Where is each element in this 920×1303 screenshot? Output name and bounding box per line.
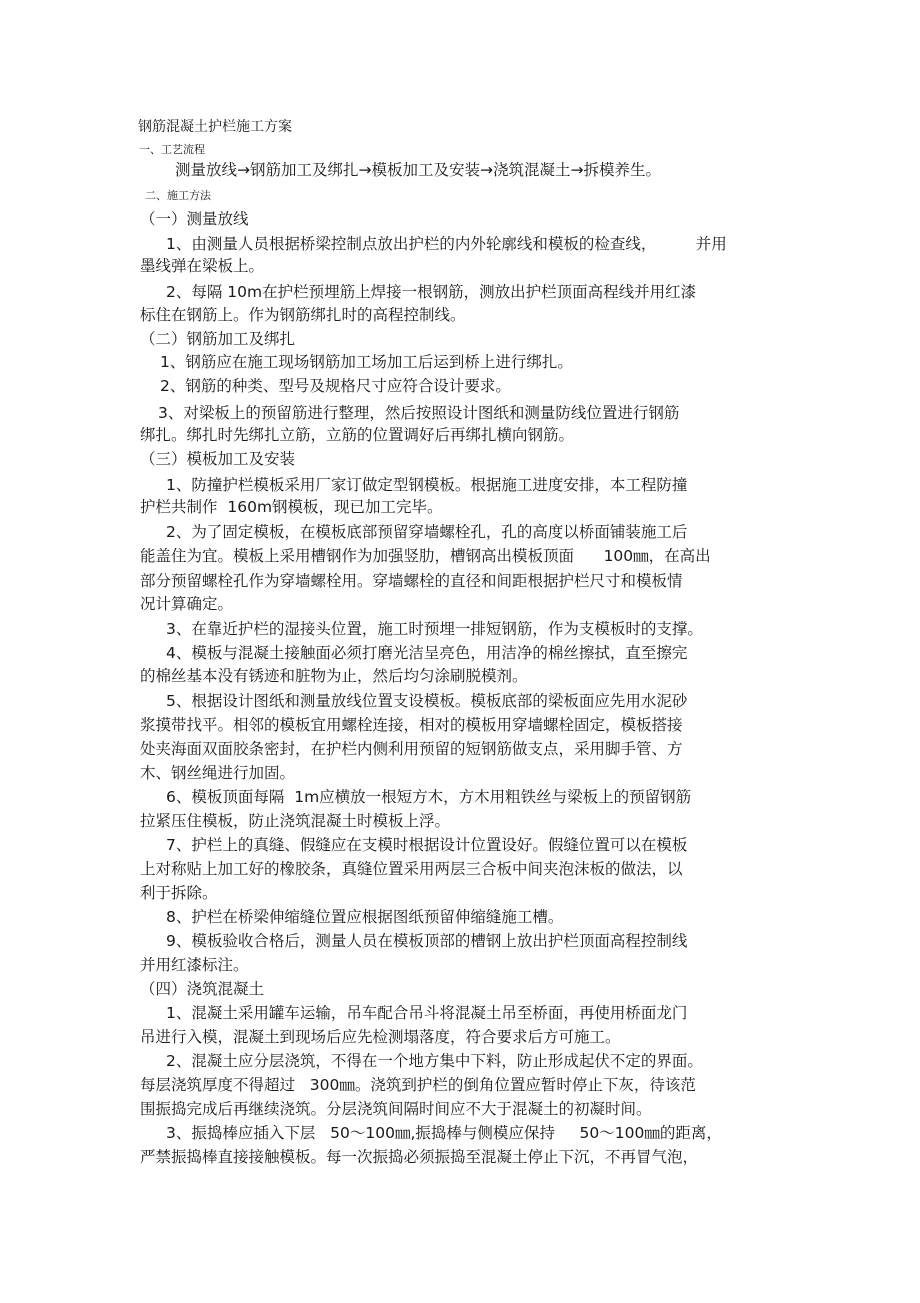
paragraph-line: 3、振捣棒应插入下层 50～100㎜,振捣棒与侧模应保持 50～100㎜的距离，: [166, 1124, 722, 1142]
paragraph-line: 况计算确定。: [140, 595, 234, 613]
document-title: 钢筋混凝土护栏施工方案: [138, 119, 292, 135]
heading-method: 二、施工方法: [145, 189, 211, 202]
paragraph-line: 能盖住为宜。模板上采用槽钢作为加强竖肋，槽钢高出模板顶面 100㎜，在高出: [140, 547, 711, 565]
paragraph-line: 5、根据设计图纸和测量放线位置支设模板。模板底部的梁板面应先用水泥砂: [166, 692, 688, 710]
paragraph-line: 6、模板顶面每隔 1m应横放一根短方木，方木用粗铁丝与梁板上的预留钢筋: [166, 788, 692, 806]
paragraph-line: 并用红漆标注。: [140, 956, 249, 974]
paragraph-line: 吊进行入模，混凝土到现场后应先检测塌落度，符合要求后方可施工。: [140, 1028, 621, 1046]
paragraph-line: 1、混凝土采用罐车运输，吊车配合吊斗将混凝土吊至桥面，再使用桥面龙门: [166, 1004, 688, 1022]
paragraph-line: 利于拆除。: [140, 884, 218, 902]
section-heading-1: （一）测量放线: [140, 210, 249, 228]
paragraph-line: 3、在靠近护栏的湿接头位置，施工时预埋一排短钢筋，作为支模板时的支撑。: [166, 620, 703, 638]
paragraph-line: 1、钢筋应在施工现场钢筋加工场加工后运到桥上进行绑扎。: [160, 353, 573, 371]
paragraph-line: 浆摸带找平。相邻的模板宜用螺栓连接，相对的模板用穿墙螺栓固定，模板搭接: [140, 716, 683, 734]
process-flow: 测量放线→钢筋加工及绑扎→模板加工及安装→浇筑混凝土→拆模养生。: [175, 161, 661, 179]
paragraph-line: 部分预留螺栓孔作为穿墙螺栓用。穿墙螺栓的直径和间距根据护栏尺寸和模板情: [140, 572, 683, 590]
paragraph-line: 1、防撞护栏模板采用厂家订做定型钢模板。根据施工进度安排，本工程防撞: [166, 476, 688, 494]
paragraph-line: 护栏共制作 160m钢模板，现已加工完毕。: [140, 498, 443, 516]
paragraph-line: 8、护栏在桥梁伸缩缝位置应根据图纸预留伸缩缝施工槽。: [166, 908, 564, 926]
paragraph-line: 严禁振捣棒直接接触模板。每一次振捣必须振捣至混凝土停止下沉，不再冒气泡，: [140, 1148, 699, 1166]
paragraph-line: 绑扎。绑扎时先绑扎立筋，立筋的位置调好后再绑扎横向钢筋。: [140, 426, 575, 444]
paragraph-line: 7、护栏上的真缝、假缝应在支模时根据设计位置设好。假缝位置可以在模板: [166, 836, 688, 854]
paragraph-line: 1、由测量人员根据桥梁控制点放出护栏的内外轮廓线和模板的检查线， 并用: [166, 235, 727, 253]
section-heading-2: （二）钢筋加工及绑扎: [140, 330, 296, 348]
paragraph-line: 9、模板验收合格后，测量人员在模板顶部的槽钢上放出护栏顶面高程控制线: [166, 932, 688, 950]
paragraph-line: 4、模板与混凝土接触面必须打磨光洁呈亮色，用洁净的棉丝擦拭，直至擦完: [166, 644, 688, 662]
paragraph-line: 2、为了固定模板，在模板底部预留穿墙螺栓孔，孔的高度以桥面铺装施工后: [166, 523, 688, 541]
paragraph-line: 每层浇筑厚度不得超过 300㎜。浇筑到护栏的倒角位置应暂时停止下灰，待该范: [140, 1076, 696, 1094]
paragraph-line: 3、对梁板上的预留筋进行整理，然后按照设计图纸和测量防线位置进行钢筋: [158, 404, 680, 422]
section-heading-3: （三）模板加工及安装: [140, 450, 296, 468]
paragraph-line: 2、每隔 10m在护栏预埋筋上焊接一根钢筋，测放出护栏顶面高程线并用红漆: [166, 283, 697, 301]
paragraph-line: 标住在钢筋上。作为钢筋绑扎时的高程控制线。: [140, 306, 466, 324]
paragraph-line: 拉紧压住模板，防止浇筑混凝土时模板上浮。: [140, 812, 451, 830]
paragraph-line: 的棉丝基本没有锈迹和脏物为止，然后均匀涂刷脱模剂。: [140, 667, 528, 685]
paragraph-line: 2、钢筋的种类、型号及规格尺寸应符合设计要求。: [160, 377, 511, 395]
paragraph-line: 围振捣完成后再继续浇筑。分层浇筑间隔时间应不大于混凝土的初凝时间。: [140, 1100, 652, 1118]
paragraph-line: 上对称贴上加工好的橡胶条，真缝位置采用两层三合板中间夹泡沫板的做法，以: [140, 860, 683, 878]
paragraph-line: 处夹海面双面胶条密封，在护栏内侧利用预留的短钢筋做支点，采用脚手管、方: [140, 740, 683, 758]
section-heading-4: （四）浇筑混凝土: [140, 980, 265, 998]
paragraph-line: 2、混凝土应分层浇筑，不得在一个地方集中下料，防止形成起伏不定的界面。: [166, 1052, 703, 1070]
paragraph-line: 木、钢丝绳进行加固。: [140, 764, 296, 782]
paragraph-line: 墨线弹在梁板上。: [140, 257, 265, 275]
heading-process: 一、工艺流程: [139, 143, 205, 156]
